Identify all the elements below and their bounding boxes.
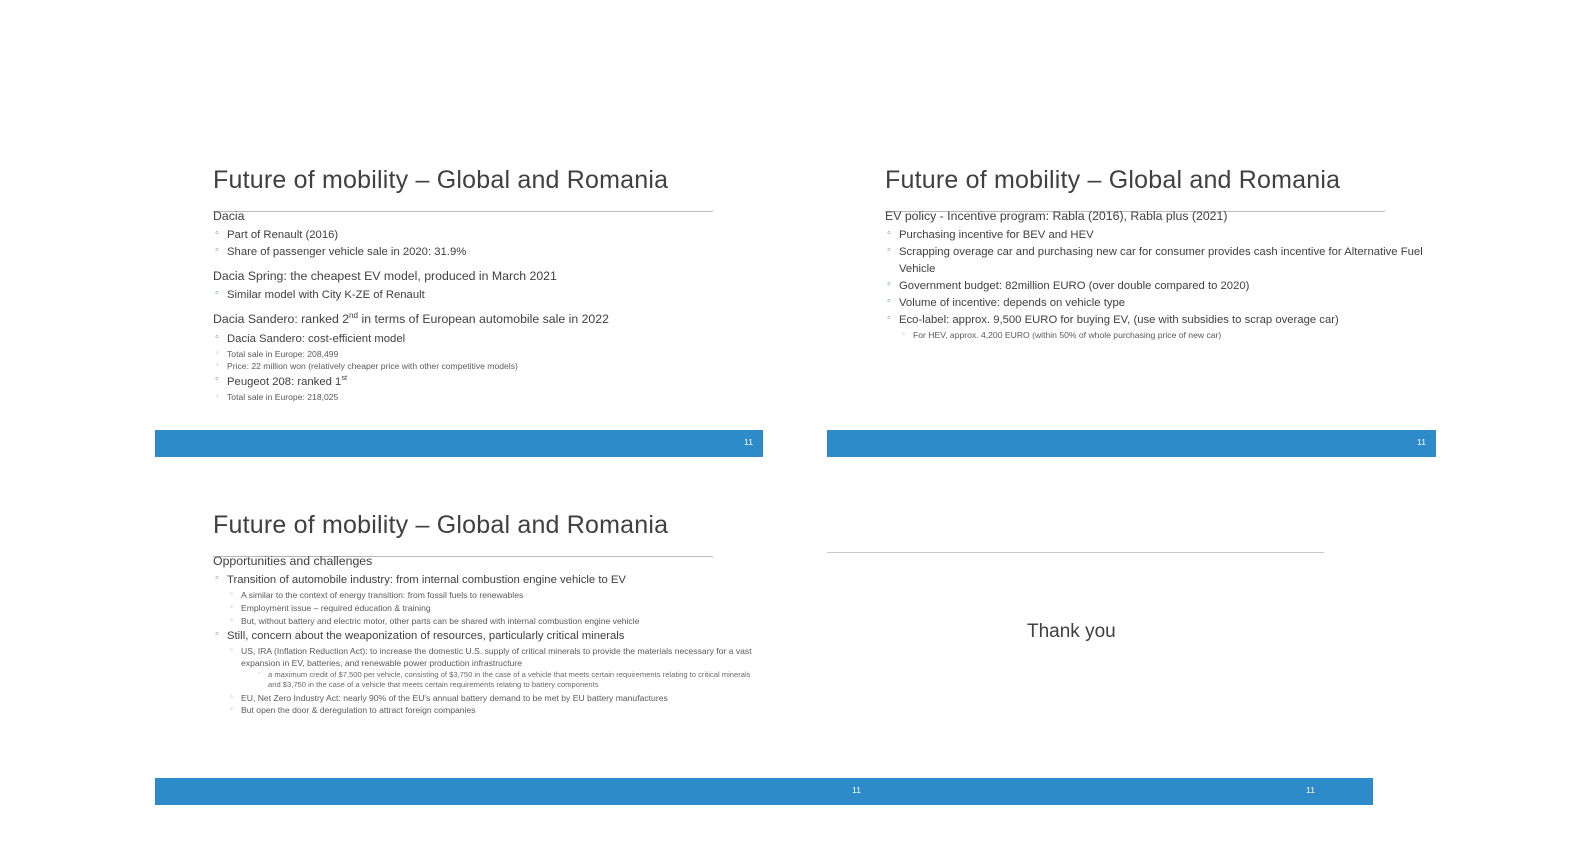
list-item: ◦ Eco-label: approx. 9,500 EURO for buying EV, (use with subsidies to scrap overage car) xyxy=(885,312,1425,328)
body-paragraph: Dacia Spring: the cheapest EV model, produced in March 2021 xyxy=(213,268,557,283)
thank-you-divider xyxy=(827,552,1324,553)
bullet-list-level1 xyxy=(885,227,1425,327)
list-item: ◦ But open the door & deregulation to attract foreign companies xyxy=(227,704,758,716)
bullet-list-level2 xyxy=(213,348,743,373)
body-paragraph: Dacia xyxy=(213,209,245,223)
bullet-list-level1 xyxy=(213,373,743,390)
page-number: 11 xyxy=(744,437,753,447)
bullet-list-level2 xyxy=(227,692,758,717)
footer-bar xyxy=(155,430,763,457)
paragraph-text-before: Dacia Sandero: ranked 2 xyxy=(213,312,350,327)
list-item: ◦ A similar to the context of energy transition: from fossil fuels to renewables xyxy=(227,589,758,601)
slide-title: Future of mobility – Global and Romania xyxy=(213,511,669,539)
bullet-list-level2 xyxy=(227,589,758,627)
page-number: 11 xyxy=(1306,785,1315,795)
bullet-list-level1 xyxy=(213,572,758,588)
slide-title: Future of mobility – Global and Romania xyxy=(885,166,1341,194)
list-item: ◦ Still, concern about the weaponization of resources, particularly critical minerals xyxy=(213,628,758,644)
footer-bar xyxy=(827,430,1436,457)
body-paragraph: Opportunities and challenges xyxy=(213,554,373,568)
body-paragraph-sandero xyxy=(213,310,743,329)
body-paragraph: EV policy - Incentive program: Rabla (2016), Rabla plus (2021) xyxy=(885,209,1228,223)
list-item: ◦ Total sale in Europe: 208,499 xyxy=(213,348,743,360)
bullet-list-level1 xyxy=(213,331,743,347)
slide-ev-policy xyxy=(827,150,1436,458)
list-item: ◦ Employment issue – required education & training xyxy=(227,602,758,614)
list-item: ◦ Total sale in Europe: 218,025 xyxy=(213,391,743,403)
bullet-list-level1 xyxy=(213,227,743,260)
list-item: ◦ Share of passenger vehicle sale in 2020: 31.9% xyxy=(213,244,743,260)
bullet-list-level2 xyxy=(899,329,1425,341)
ordinal-suffix: st xyxy=(341,372,348,382)
slide-body xyxy=(213,208,743,403)
list-item: ◦ Purchasing incentive for BEV and HEV xyxy=(885,227,1425,243)
list-item: ◦ EU, Net Zero Industry Act: nearly 90% of the EU's annual battery demand to be met by EU battery manufactures xyxy=(227,692,758,704)
slide-body xyxy=(885,208,1425,341)
list-item: ◦ For HEV, approx. 4,200 EURO (within 50% of whole purchasing price of new car) xyxy=(899,329,1425,341)
page-number: 11 xyxy=(1417,437,1426,447)
list-item: ◦ Price: 22 million won (relatively cheaper price with other competitive models) xyxy=(213,360,743,372)
list-item: ◦ a maximum credit of $7,500 per vehicle, consisting of $3,750 in the case of a vehicle that meets certain requirements relating to critical minerals and $3,750 in the case of a vehicle that meets certain requirements relating to battery components xyxy=(255,670,758,692)
bullet-list-level3 xyxy=(255,670,758,692)
slide-title: Future of mobility – Global and Romania xyxy=(213,166,669,194)
list-item: ◦ Volume of incentive: depends on vehicle type xyxy=(885,295,1425,311)
list-item: ◦ Transition of automobile industry: from internal combustion engine vehicle to EV xyxy=(213,572,758,588)
slide-body xyxy=(213,553,758,717)
bullet-list-level2 xyxy=(213,391,743,403)
bullet-list-level2 xyxy=(227,645,758,669)
list-item: ◦ Dacia Sandero: cost-efficient model xyxy=(213,331,743,347)
list-item-peugeot xyxy=(213,373,743,390)
slide-dacia xyxy=(155,150,763,458)
thank-you-text: Thank you xyxy=(1027,621,1116,642)
ordinal-suffix: nd xyxy=(349,311,359,320)
bullet-list-level1 xyxy=(213,628,758,644)
list-item-text-before: Peugeot 208: ranked 1 xyxy=(227,375,342,388)
list-item: ◦ Similar model with City K-ZE of Renault xyxy=(213,287,743,303)
list-item: ◦ Scrapping overage car and purchasing new car for consumer provides cash incentive for Alternative Fuel Vehicle xyxy=(885,244,1425,276)
list-item: ◦ But, without battery and electric motor, other parts can be shared with internal combustion engine vehicle xyxy=(227,615,758,627)
list-item: ◦ Part of Renault (2016) xyxy=(213,227,743,243)
bullet-list-level1 xyxy=(213,287,743,303)
list-item: ◦ US, IRA (Inflation Reduction Act): to increase the domestic U.S. supply of critical minerals to provide the materials necessary for a vast expansion in EV, batteries, and renewable power production infrastructure xyxy=(227,645,758,669)
list-item: ◦ Government budget: 82million EURO (over double compared to 2020) xyxy=(885,278,1425,294)
slide-opportunities xyxy=(155,495,861,805)
page-number: 11 xyxy=(852,785,861,795)
slide-thank-you xyxy=(827,495,1373,805)
paragraph-text-after: in terms of European automobile sale in 2022 xyxy=(358,312,609,327)
